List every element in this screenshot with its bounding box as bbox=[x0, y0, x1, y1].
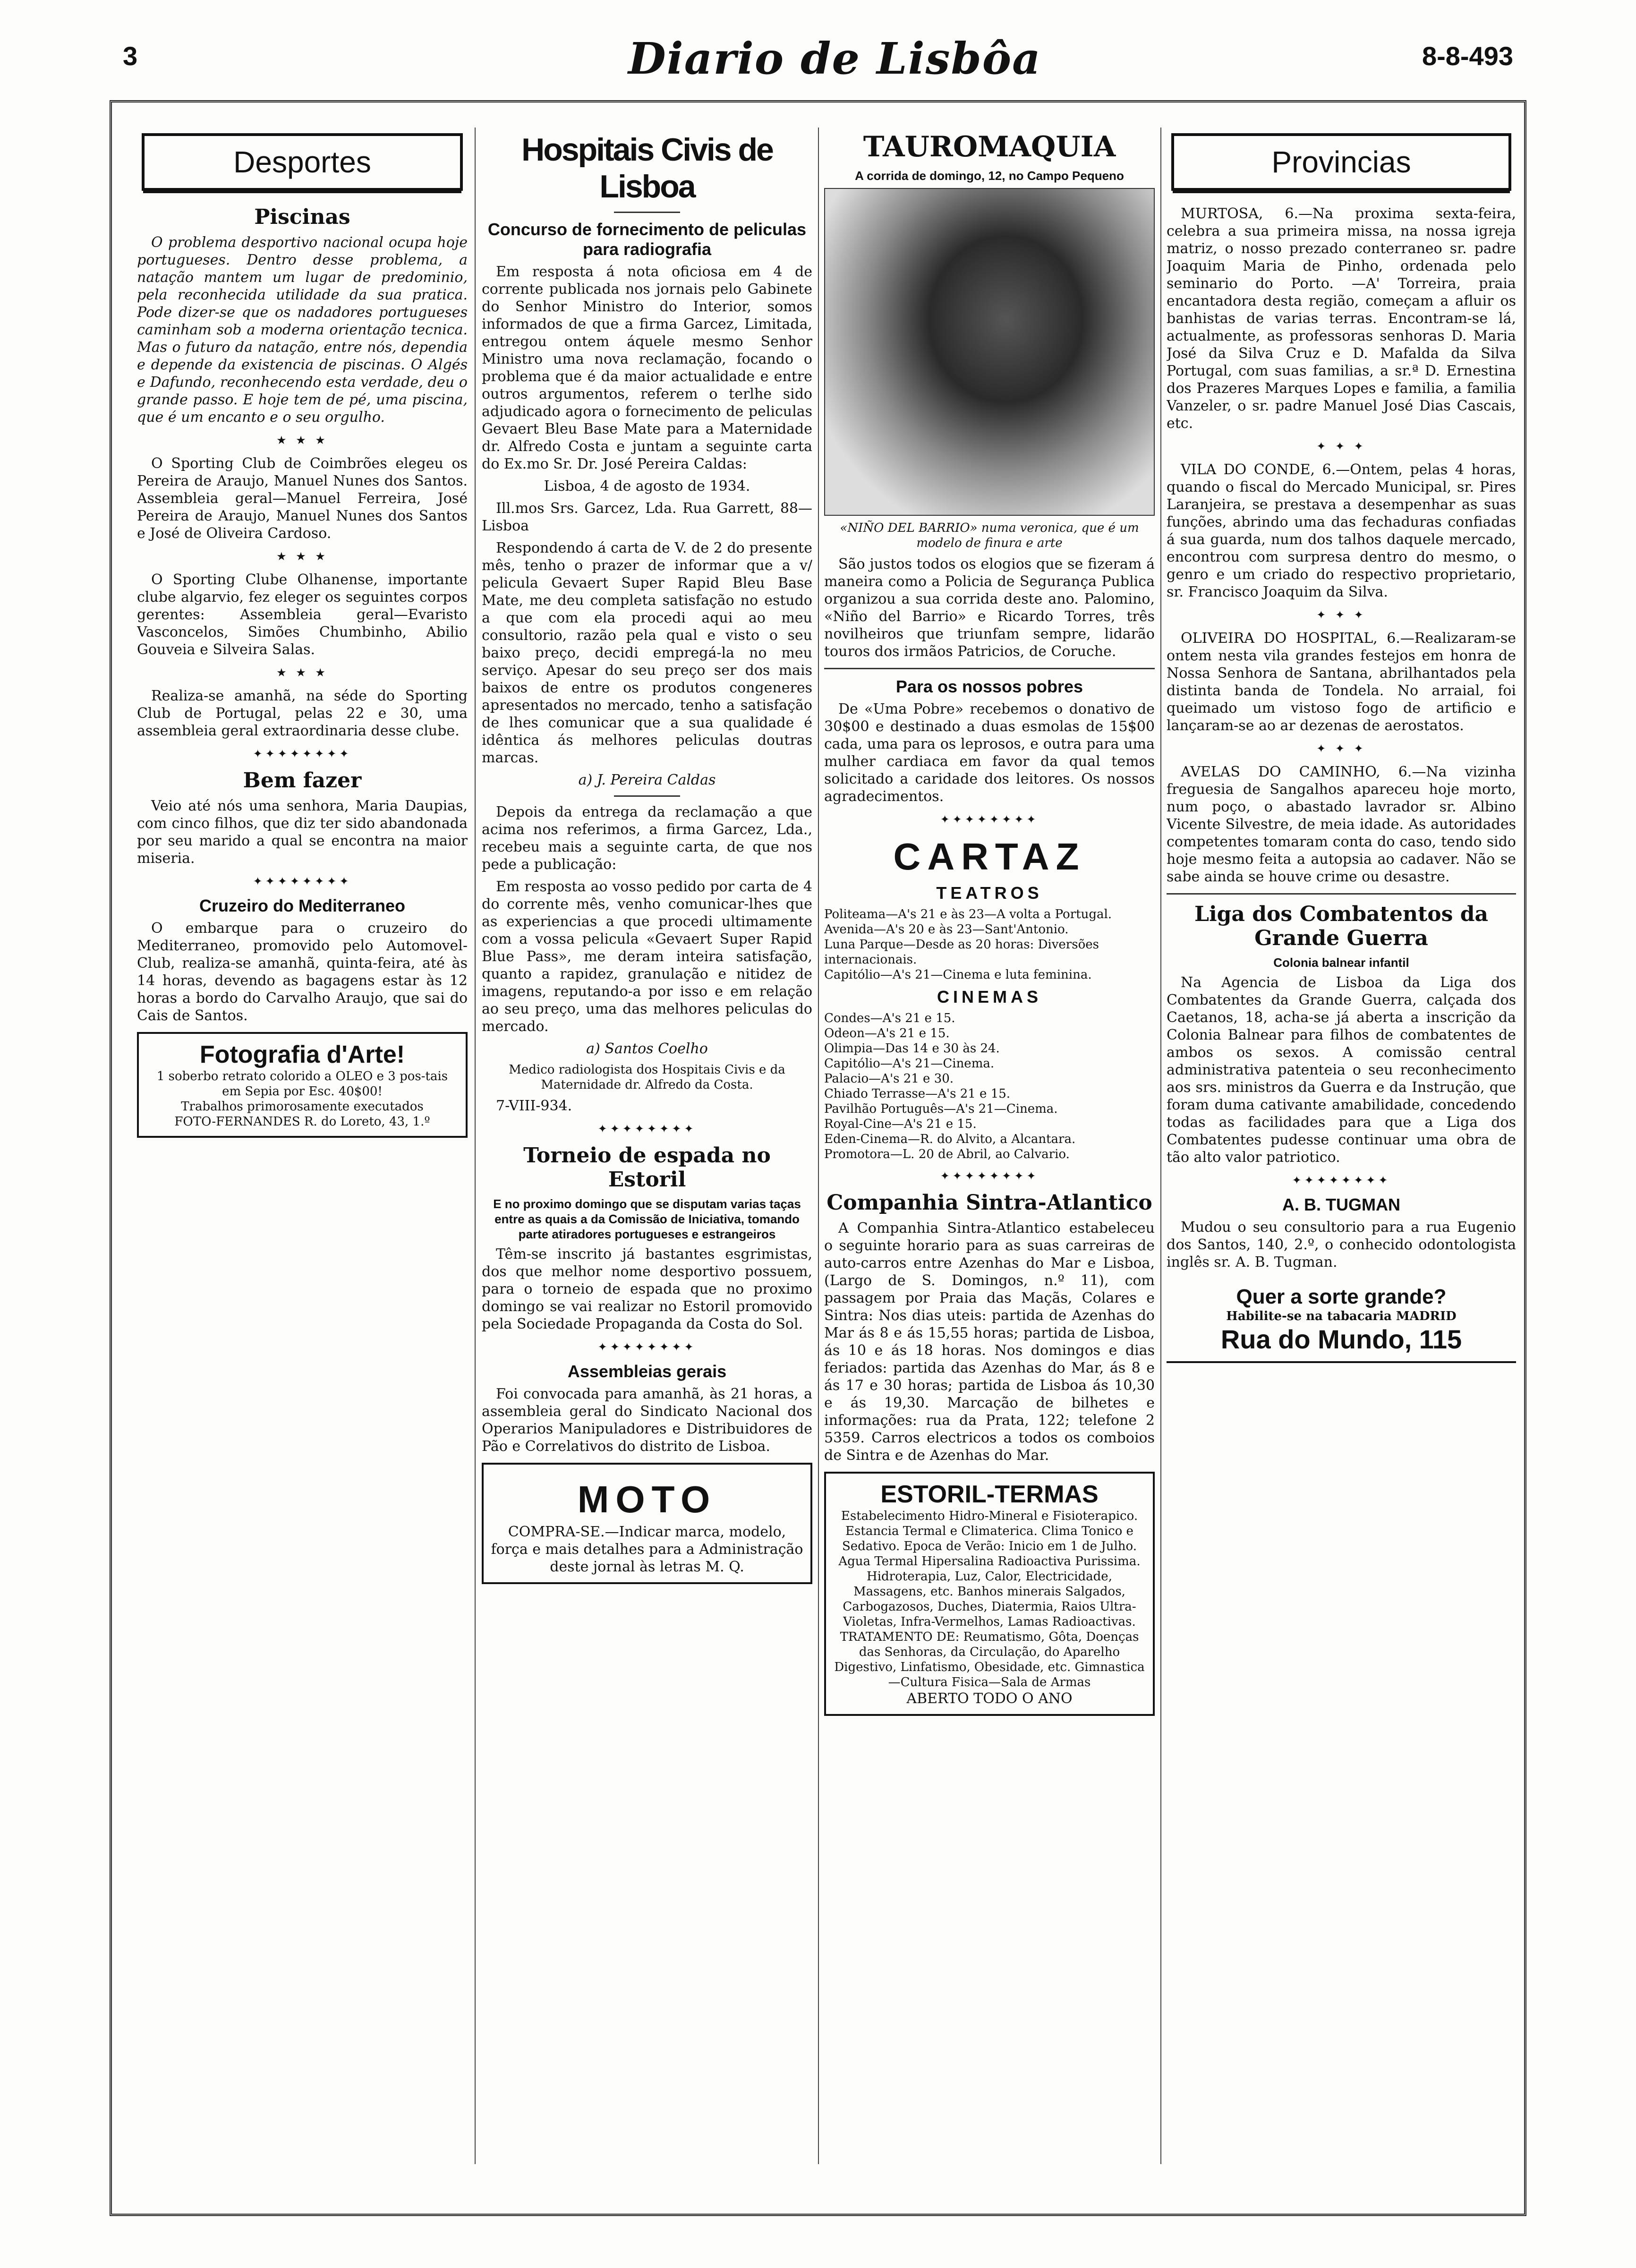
article-body: Foi convocada para amanhã, às 21 horas, a assembleia geral do Sindicato Nacional dos Operarios Manipuladores e Distribuidores de Pão e Correlativos do distrito de Lisboa. bbox=[482, 1386, 812, 1455]
article-subtitle: A corrida de domingo, 12, no Campo Pequeno bbox=[855, 169, 1124, 183]
column-rule bbox=[818, 128, 819, 2164]
article-title: Para os nossos pobres bbox=[895, 677, 1083, 696]
ad-footer: ABERTO TODO O ANO bbox=[906, 1690, 1073, 1707]
list-item: Avenida—A's 20 e às 23—Sant'Antonio. bbox=[824, 922, 1069, 937]
separator: ★ ★ ★ bbox=[276, 434, 328, 447]
column-desportes bbox=[137, 128, 468, 2164]
separator: ✦✦✦✦✦✦✦✦ bbox=[597, 1122, 697, 1135]
section-label: TEATROS bbox=[936, 883, 1043, 903]
list-item: Pavilhão Português—A's 21—Cinema. bbox=[824, 1102, 1058, 1116]
separator: ★ ★ ★ bbox=[276, 666, 328, 679]
list-item: Odeon—A's 21 e 15. bbox=[824, 1026, 950, 1040]
letter-date: Lisboa, 4 de agosto de 1934. bbox=[544, 478, 750, 495]
article-body: Realiza-se amanhã, na séde do Sporting Club de Portugal, pelas 22 e 30, uma assembleia geral extraordinaria desse clube. bbox=[137, 688, 468, 739]
ad-title: ESTORIL-TERMAS bbox=[880, 1481, 1099, 1508]
signature-role: Medico radiologista dos Hospitais Civis e da Maternidade dr. Alfredo da Costa. bbox=[509, 1063, 785, 1092]
ad-text: Estabelecimento Hidro-Mineral e Fisioterapico. Estancia Termal e Climaterica. Clima Tonico e Sedativo. Epoca de Verão: Inicio em 1 de Julho. Agua Termal Hipersalina Radioactiva Purissima. Hidroterapia, Luz, Calor, Electricidade, Massagens, etc. Banhos minerais Salgados, Carbogazosos, Duches, Diatermia, Raios Ultra-Violetas, Infra-Vermelhos, Lamas Radioactivas. TRATAMENTO DE: Reumatismo, Gôta, Doenças das Senhoras, da Circulação, do Aparelho Digestivo, Linfatismo, Obesidade, etc. Gimnastica—Cultura Fisica—Sala de Armas bbox=[834, 1509, 1145, 1689]
ad-title: Quer a sorte grande? bbox=[1236, 1285, 1447, 1308]
article-body: O Sporting Clube Olhanense, importante clube algarvio, fez eleger os seguintes corpos gerentes: Assembleia geral—Evaristo Vasconcelos, Simões Chumbinho, Abilio Gouveia e Silveira Salas. bbox=[137, 571, 468, 658]
article-subtitle: Colonia balnear infantil bbox=[1273, 955, 1409, 970]
article-subtitle: Concurso de fornecimento de peliculas para radiografia bbox=[487, 220, 807, 259]
list-item: Palacio—A's 21 e 30. bbox=[824, 1072, 954, 1086]
article-body: O problema desportivo nacional ocupa hoje portugueses. Dentro desse problema, a natação mantem um lugar de predominio, pela reconhecida utilidade da sua pratica. Pode dizer-se que os nadadores portugueses caminham sob a moderna orientação tecnica. Mas o futuro da natação, entre nós, dependia e depende da existencia de piscinas. O Algés e Dafundo, reconhecendo esta verdade, deu o grande passo. E hoje tem de pé, uma piscina, que é um encanto e o seu orgulho. bbox=[137, 234, 468, 426]
ad-text: 1 soberbo retrato colorido a OLEO e 3 pos-tais em Sepia por Esc. 40$00! bbox=[156, 1069, 448, 1099]
page-number: 3 bbox=[123, 41, 138, 71]
teatros-list bbox=[824, 907, 1155, 982]
list-item: Eden-Cinema—R. do Alvito, a Alcantara. bbox=[824, 1132, 1076, 1146]
separator: ✦ ✦ ✦ bbox=[1316, 440, 1366, 453]
article-body: A Companhia Sintra-Atlantico estabeleceu o seguinte horario para as suas carreiras de auto-carros entre Azenhas do Mar e Lisboa, (Largo de S. Domingos, n.º 11), com passagem por Praia das Maçãs, Colares e Sintra: Nos dias uteis: partida de Azenhas do Mar ás 8 e ás 15,55 horas; partida de Lisboa, ás 10 e ás 18 horas. Nos domingos e dias feriados: partida das Azenhas do Mar, ás 8 e ás 17 e 30 horas; partida de Lisboa ás 10,30 e ás 19,30. Marcação de bilhetes e informações: rua da Prata, 122; telefone 2 5359. Carros electricos a todos os comboios de Sintra e de Azenhas do Mar. bbox=[824, 1220, 1155, 1464]
newspaper-title: Diario de Lisbôa bbox=[628, 33, 1041, 84]
article-date: 7-VIII-934. bbox=[496, 1098, 572, 1114]
column-hospitais bbox=[482, 128, 812, 2164]
article-title: Torneio de espada no Estoril bbox=[523, 1143, 771, 1192]
ad-text: FOTO-FERNANDES R. do Loreto, 43, 1.º bbox=[174, 1115, 430, 1129]
list-item: Condes—A's 21 e 15. bbox=[824, 1011, 955, 1025]
article-title: Hospitais Civis de Lisboa bbox=[521, 132, 773, 205]
article-subtitle: E no proximo domingo que se disputam varias taças entre as quais a da Comissão de Iniciativa, tomando parte atiradores portugueses e estrangeiros bbox=[493, 1197, 801, 1241]
divider bbox=[824, 668, 1155, 669]
column-rule bbox=[1160, 128, 1161, 2164]
divider bbox=[614, 212, 680, 213]
article-title: Piscinas bbox=[254, 205, 350, 229]
advertisement-estoril bbox=[824, 1472, 1155, 1716]
article-body: MURTOSA, 6.—Na proxima sexta-feira, celebra a sua primeira missa, na nossa igreja matriz, o nosso prezado conterraneo sr. padre Joaquim Maria de Pinho, ordenada pelo seminario do Porto. —A' Torreira, praia encantadora desta região, começam a afluir os banhistas de varias terras. Encontram-se lá, actualmente, as professoras senhoras D. Maria José da Silva Cruz e D. Mafalda da Silva Portugal, com suas familias, a sr.ª D. Ernestina dos Prazeres Marques Lopes e familia, a familia Vanzeler, o sr. padre Manuel José Dias Cascais, etc. bbox=[1167, 205, 1516, 432]
article-body: Em resposta á nota oficiosa em 4 de corrente publicada nos jornais pelo Gabinete do Senhor Ministro do Interior, somos informados de que a firma Garcez, Limitada, entregou ontem áquele mesmo Senhor Ministro uma nova reclamação, focando o problema que é da maior actualidade e entre outros argumentos, referem o terlhe sido adjudicado agora o fornecimento de peliculas Gevaert Bleu Base Mate para a Maternidade dr. Alfredo Costa e juntam a seguinte carta do Ex.mo Sr. Dr. José Pereira Caldas: bbox=[482, 264, 812, 472]
article-body: Na Agencia de Lisboa da Liga dos Combatentes da Grande Guerra, calçada dos Caetanos, 18, acha-se já aberta a inscrição da Colonia Balnear para filhos de combatentes de ambos os sexos. A comissão central administrativa patenteia o seu reconhecimento aos srs. ministros da Guerra e da Instrução, que foram duma cativante amabilidade, concedendo todas as facilidades para que a Liga dos Combatentes pudesse continuar uma obra de tão alto valor patriotico. bbox=[1167, 974, 1516, 1166]
bullfight-photo bbox=[824, 188, 1155, 516]
list-item: Promotora—L. 20 de Abril, ao Calvario. bbox=[824, 1147, 1070, 1161]
article-body: São justos todos os elogios que se fizeram á maneira como a Policia de Segurança Publica organizou a sua corrida deste ano. Palomino, «Niño del Barrio» e Ricardo Torres, três novilheiros que triunfam sempre, lidarão touros dos irmãos Patricios, de Coruche. bbox=[824, 556, 1155, 660]
divider bbox=[1167, 893, 1516, 895]
article-body: Mudou o seu consultorio para a rua Eugenio dos Santos, 140, 2.º, o conhecido odontologista inglês sr. A. B. Tugman. bbox=[1167, 1219, 1516, 1270]
signature: a) Santos Coelho bbox=[586, 1040, 708, 1057]
article-title: Liga dos Combatentos da Grande Guerra bbox=[1194, 902, 1488, 950]
separator: ✦✦✦✦✦✦✦✦ bbox=[253, 747, 352, 760]
advertisement-moto bbox=[482, 1463, 812, 1584]
column-rule bbox=[475, 128, 476, 2164]
list-item: Olimpia—Das 14 e 30 às 24. bbox=[824, 1041, 1000, 1056]
cinemas-list bbox=[824, 1011, 1155, 1162]
separator: ✦ ✦ ✦ bbox=[1316, 742, 1366, 755]
column-tauromaquia bbox=[824, 128, 1155, 2164]
ad-text: Habilite-se na tabacaria MADRID bbox=[1226, 1309, 1457, 1323]
advertisement-foto bbox=[137, 1032, 468, 1138]
list-item: Politeama—A's 21 e às 23—A volta a Portugal. bbox=[824, 907, 1112, 921]
list-item: Capitólio—A's 21—Cinema. bbox=[824, 1057, 995, 1071]
separator: ✦✦✦✦✦✦✦✦ bbox=[1292, 1174, 1391, 1187]
article-title: Cruzeiro do Mediterraneo bbox=[199, 896, 406, 915]
ad-title: MOTO bbox=[577, 1478, 717, 1520]
edition-date: 8-8-493 bbox=[1422, 41, 1513, 71]
article-body: De «Uma Pobre» recebemos o donativo de 30$00 e destinado a duas esmolas de 15$00 cada, uma para os leprosos, e outra para uma mulher cardiaca em favor da qual temos solicitado a caridade dos leitores. Os nossos agradecimentos. bbox=[824, 701, 1155, 805]
list-item: Luna Parque—Desde as 20 horas: Diversões internacionais. bbox=[824, 938, 1099, 967]
list-item: Royal-Cine—A's 21 e 15. bbox=[824, 1117, 977, 1131]
section-label: CINEMAS bbox=[937, 987, 1042, 1006]
article-title: Assembleias gerais bbox=[567, 1362, 727, 1381]
list-item: Chiado Terrasse—A's 21 e 15. bbox=[824, 1087, 1011, 1101]
separator: ✦✦✦✦✦✦✦✦ bbox=[940, 1169, 1039, 1183]
article-body: Respondendo á carta de V. de 2 do presente mês, tenho o prazer de informar que a v/ pelicula Gevaert Super Rapid Bleu Base Mate, me deu completa satisfação no estudo a que com ela procedi aqui ao meu consultorio, razão pela qual e visto o seu baixo preço, decidi empregá-la no meu serviço. Apesar do seu preço ser dos mais baixos de entre os produtos congeneres apresentados no mercado, tenho a satisfação de lhes comunicar que a sua qualidade é idêntica ás melhores peliculas doutras marcas. bbox=[482, 540, 812, 766]
separator: ✦ ✦ ✦ bbox=[1316, 608, 1366, 622]
article-title: Bem fazer bbox=[243, 768, 362, 793]
ad-text: Trabalhos primorosamente executados bbox=[181, 1100, 424, 1114]
separator: ★ ★ ★ bbox=[276, 550, 328, 563]
cartaz-title: CARTAZ bbox=[893, 836, 1086, 878]
article-body: AVELAS DO CAMINHO, 6.—Na vizinha freguesia de Sangalhos apareceu hoje morto, num poço, o abastado lavrador sr. Albino Vicente Silvestre, de meia idade. As autoridades competentes tomaram conta do caso, tendo sido hoje mesmo feita a autopsia ao cadaver. Não se sabe ainda se houve crime ou desastre. bbox=[1167, 764, 1516, 885]
article-title: A. B. TUGMAN bbox=[1282, 1195, 1400, 1214]
column-provincias bbox=[1167, 128, 1516, 2164]
article-body: O embarque para o cruzeiro do Mediterraneo, promovido pelo Automovel-Club, realiza-se amanhã, quinta-feira, até às 14 horas, devendo as bagagens estar às 12 horas a bordo do Carvalho Araujo, que sai do Cais de Santos. bbox=[137, 920, 468, 1024]
article-title: Companhia Sintra-Atlantico bbox=[827, 1191, 1152, 1215]
article-body: Veio até nós uma senhora, Maria Daupias, com cinco filhos, que diz ter sido abandonada por seu marido a qual se encontra na maior miseria. bbox=[137, 798, 468, 867]
advertisement-sorte bbox=[1167, 1279, 1516, 1363]
divider bbox=[614, 795, 680, 797]
article-body: OLIVEIRA DO HOSPITAL, 6.—Realizaram-se ontem nesta vila grandes festejos em honra de Nossa Senhora de Santana, abrilhantados pela distinta banda de Tondela. No arraial, foi queimado um vistoso fogo de artificio e lançaram-se ao ar dezenas de aerostatos. bbox=[1167, 630, 1516, 734]
article-body: Em resposta ao vosso pedido por carta de 4 do corrente mês, venho comunicar-lhes que as experiencias a que procedi ultimamente com a vossa pelicula «Gevaert Super Rapid Blue Pass», me deram inteira satisfação, quanto a rapidez, granulação e nitidez de imagens, reputando-a por isso e em relação ao seu preço, uma das melhores peliculas do mercado. bbox=[482, 878, 812, 1035]
photo-caption: «NIÑO DEL BARRIO» numa veronica, que é um modelo de finura e arte bbox=[840, 521, 1139, 550]
article-body: Têm-se inscrito já bastantes esgrimistas, dos que melhor nome desportivo possuem, para o torneio de espada que no proximo domingo se vai realizar no Estoril promovido pela Sociedade Propaganda da Costa do Sol. bbox=[482, 1246, 812, 1332]
ad-address: Rua do Mundo, 115 bbox=[1220, 1324, 1462, 1354]
ad-title: Fotografia d'Arte! bbox=[199, 1041, 405, 1068]
separator: ✦✦✦✦✦✦✦✦ bbox=[597, 1340, 697, 1354]
section-header-desportes: Desportes bbox=[142, 133, 463, 191]
article-body: O Sporting Club de Coimbrões elegeu os Pereira de Araujo, Manuel Nunes dos Santos. Assembleia geral—Manuel Ferreira, José Pereira de Araujo, Manuel Nunes dos Santos e José de Oliveira Cardoso. bbox=[137, 455, 468, 542]
section-header-provincias: Provincias bbox=[1171, 133, 1511, 191]
list-item: Capitólio—A's 21—Cinema e luta feminina. bbox=[824, 968, 1092, 982]
ad-text: COMPRA-SE.—Indicar marca, modelo, força e mais detalhes para a Administração deste jornal às letras M. Q. bbox=[491, 1524, 803, 1575]
separator: ✦✦✦✦✦✦✦✦ bbox=[940, 813, 1039, 826]
signature: a) J. Pereira Caldas bbox=[578, 772, 716, 788]
letter-address: Ill.mos Srs. Garcez, Lda. Rua Garrett, 88—Lisboa bbox=[482, 500, 812, 534]
separator: ✦✦✦✦✦✦✦✦ bbox=[253, 875, 352, 888]
article-body: VILA DO CONDE, 6.—Ontem, pelas 4 horas, quando o fiscal do Mercado Municipal, sr. Pires Laranjeira, se prestava a desempenhar as suas funções, abrindo uma das fechaduras confiadas á sua guarda, num dos talhos daquele mercado, encontrou com surpresa dentro do mesmo, o genro e um criado do respectivo proprietario, sr. Francisco Joaquim da Silva. bbox=[1167, 461, 1516, 600]
article-body: Depois da entrega da reclamação a que acima nos referimos, a firma Garcez, Lda., recebeu mais a seguinte carta, de que nos pede a publicação: bbox=[482, 804, 812, 873]
article-title: TAUROMAQUIA bbox=[863, 130, 1116, 163]
